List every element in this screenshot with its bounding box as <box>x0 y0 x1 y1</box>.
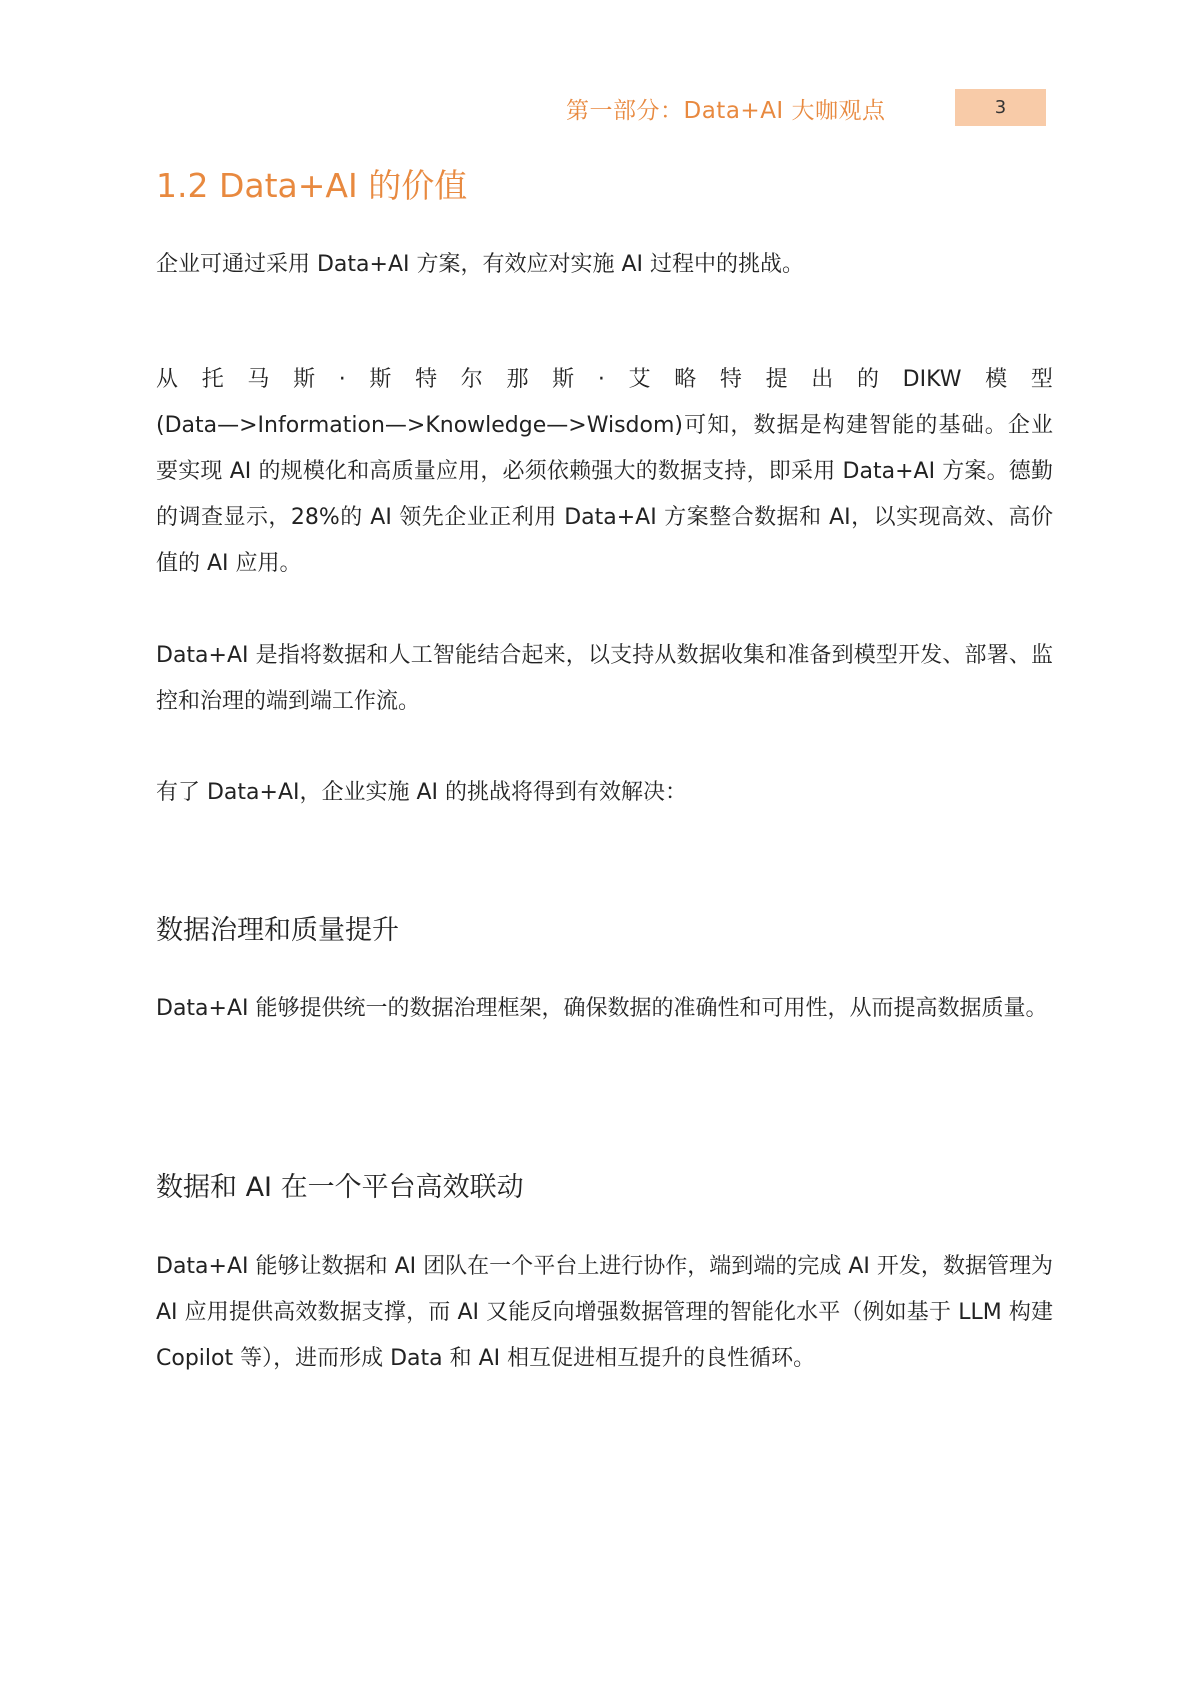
subsection-heading-governance: 数据治理和质量提升 <box>156 915 399 946</box>
page-number-badge <box>955 89 1046 126</box>
subsection-body-platform: Data+AI 能够让数据和 AI 团队在一个平台上进行协作，端到端的完成 AI 开发，数据管理为 AI 应用提供高效数据支撑，而 AI 又能反向增强数据管理的智能化水平（例如基于 LLM 构建 Copilot 等），进而形成 Data 和 AI 相互促进相互提升的良性循环。 <box>156 1254 1053 1371</box>
subsection-heading-platform: 数据和 AI 在一个平台高效联动 <box>156 1172 524 1203</box>
dikw-paragraph-rest: (Data—>Information—>Knowledge—>Wisdom)可知，数据是构建智能的基础。企业要实现 AI 的规模化和高质量应用，必须依赖强大的数据支持，即采用 Data+AI 方案。德勤的调查显示，28%的 AI 领先企业正利用 Data+AI 方案整合数据和 AI，以实现高效、高价值的 AI 应用。 <box>156 413 1053 576</box>
dikw-line-char: 斯 <box>552 367 575 392</box>
dikw-line-char: · <box>338 367 346 392</box>
dikw-line-char: 马 <box>247 367 270 392</box>
subsection-body-governance: Data+AI 能够提供统一的数据治理框架，确保数据的准确性和可用性，从而提高数据质量。 <box>156 996 1048 1021</box>
intro-paragraph: 企业可通过采用 Data+AI 方案，有效应对实施 AI 过程中的挑战。 <box>156 252 805 277</box>
dikw-line-char: 艾 <box>628 367 651 392</box>
dikw-line-char: DIKW <box>902 367 962 392</box>
dikw-line-char: 略 <box>674 367 697 392</box>
dikw-line-char: · <box>597 367 605 392</box>
dikw-paragraph <box>156 357 1053 587</box>
definition-paragraph: Data+AI 是指将数据和人工智能结合起来，以支持从数据收集和准备到模型开发、部署、监控和治理的端到端工作流。 <box>156 643 1053 714</box>
dikw-line-char: 的 <box>856 367 879 392</box>
dikw-line-char: 提 <box>765 367 788 392</box>
running-header: 第一部分：Data+AI 大咖观点 <box>566 98 886 124</box>
dikw-line-char: 尔 <box>460 367 483 392</box>
dikw-line-char: 从 <box>156 367 179 392</box>
dikw-first-line <box>156 357 1053 403</box>
lead-in-paragraph: 有了 Data+AI，企业实施 AI 的挑战将得到有效解决： <box>156 780 688 805</box>
dikw-line-char: 斯 <box>293 367 316 392</box>
dikw-line-char: 型 <box>1030 367 1053 392</box>
dikw-line-char: 特 <box>719 367 742 392</box>
dikw-line-char: 托 <box>201 367 224 392</box>
dikw-line-char: 模 <box>985 367 1008 392</box>
dikw-line-char: 那 <box>506 367 529 392</box>
dikw-line-char: 特 <box>415 367 438 392</box>
page-number: 3 <box>994 97 1007 118</box>
section-title: 1.2 Data+AI 的价值 <box>156 166 468 205</box>
dikw-line-char: 出 <box>811 367 834 392</box>
dikw-line-char: 斯 <box>369 367 392 392</box>
